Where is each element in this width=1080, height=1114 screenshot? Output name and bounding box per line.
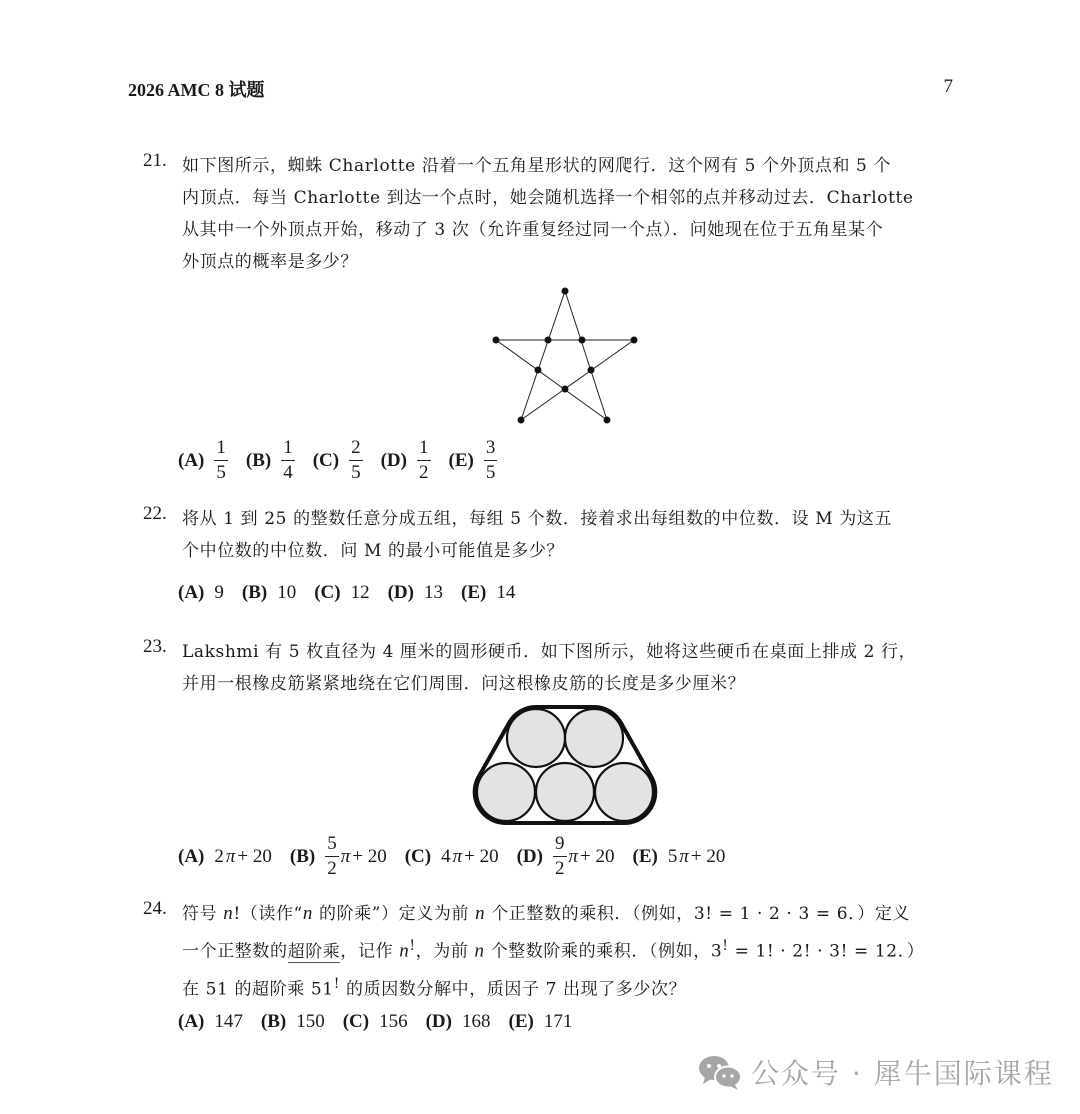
answer-choices-23: [178, 834, 743, 879]
text-line: 从其中一个外顶点开始，移动了 3 次（允许重复经过同一个点）．问她现在位于五角星某个: [182, 220, 884, 240]
problem-number: 21.: [143, 150, 167, 171]
watermark-text: 公众号 · 犀牛国际课程: [751, 1057, 1054, 1090]
text-line: Lakshmi 有 5 枚直径为 4 厘米的圆形硬币．如下图所示，她将这些硬币在桌面上排成 2 行，: [182, 642, 917, 662]
page-header: [128, 76, 953, 102]
choice-d[interactable]: (D) $\frac{1}{2}$: [380, 437, 429, 483]
choice-c[interactable]: (C) 12: [314, 582, 370, 603]
choice-b[interactable]: (B) 10: [241, 582, 297, 603]
text-line: 外顶点的概率是多少？: [182, 252, 358, 272]
exam-title: 2026 AMC 8 试题: [128, 80, 265, 100]
wechat-icon: [697, 1053, 743, 1091]
choice-b[interactable]: (B) 150: [260, 1011, 325, 1032]
choice-a[interactable]: (A) 147: [178, 1011, 243, 1032]
outer-vertex: [604, 417, 611, 424]
problem-text: [182, 150, 958, 278]
choice-e[interactable]: (E) 14: [461, 582, 516, 603]
problem-text: [182, 503, 958, 567]
choice-b[interactable]: (B) $\frac{5}{2}$ π + 20: [289, 833, 387, 879]
watermark: [697, 1052, 1054, 1092]
text-line: 将从 1 到 25 的整数任意分成五组，每组 5 个数．接着求出每组数的中位数．设 M 为这五: [182, 509, 893, 529]
inner-vertex: [545, 337, 552, 344]
problem-text: [182, 636, 958, 700]
choice-e[interactable]: (E) $\frac{3}{5}$: [448, 437, 496, 483]
answer-choices-21: [178, 438, 515, 483]
choice-b[interactable]: (B) $\frac{1}{4}$: [245, 437, 293, 483]
choice-d[interactable]: (D) $\frac{9}{2}$ π + 20: [516, 833, 615, 879]
choice-e[interactable]: (E) 171: [508, 1011, 573, 1032]
problem-number: 23.: [143, 636, 167, 657]
choice-c[interactable]: (C) $\frac{2}{5}$: [312, 437, 361, 483]
inner-vertex: [535, 367, 542, 374]
problem-number: 24.: [143, 898, 167, 919]
text-line: 如下图所示，蜘蛛 Charlotte 沿着一个五角星形状的网爬行．这个网有 5 个外顶点和 5 个: [182, 156, 892, 176]
text-line: 并用一根橡皮筋紧紧地绕在它们周围．问这根橡皮筋的长度是多少厘米？: [182, 674, 746, 694]
page-number: 7: [943, 76, 953, 97]
outer-vertex: [518, 417, 525, 424]
text-line: 个中位数的中位数．问 M 的最小可能值是多少？: [182, 541, 565, 561]
problem-number: 22.: [143, 503, 167, 524]
inner-vertex: [588, 367, 595, 374]
choice-a[interactable]: (A) 9: [178, 582, 224, 603]
outer-vertex: [493, 337, 500, 344]
answer-choices-22: [178, 582, 533, 604]
pentagram-web-diagram: [480, 280, 650, 430]
inner-vertex: [579, 337, 586, 344]
choice-e[interactable]: (E) 5 π + 20: [632, 845, 726, 867]
inner-vertex: [562, 386, 569, 393]
answer-choices-24: [178, 1011, 590, 1033]
choice-c[interactable]: (C) 4 π + 20: [404, 845, 499, 867]
text-line: 符号 n!（读作“n 的阶乘”）定义为前 n 个正整数的乘积．（例如，3! = 1 · 2 · 3 = 6．）定义: [182, 903, 911, 924]
outer-vertex: [631, 337, 638, 344]
choice-d[interactable]: (D) 13: [387, 582, 443, 603]
text-line: 在 51 的超阶乘 51! 的质因数分解中，质因子 7 出现了多少次？: [182, 975, 687, 1000]
choice-a[interactable]: (A) $\frac{1}{5}$: [178, 437, 226, 483]
choice-d[interactable]: (D) 168: [425, 1011, 491, 1032]
coins-rubber-band-diagram: [465, 700, 665, 830]
text-line: 内顶点．每当 Charlotte 到达一个点时，她会随机选择一个相邻的点并移动过去．Charlotte: [182, 188, 914, 208]
outer-vertex: [562, 288, 569, 295]
defined-term: 超阶乘: [287, 941, 341, 962]
choice-a[interactable]: (A) 2 π + 20: [178, 845, 272, 867]
choice-c[interactable]: (C) 156: [342, 1011, 408, 1032]
text-line: 一个正整数的超阶乘，记作 n!，为前 n 个整数阶乘的乘积．（例如，3! = 1! · 2! · 3! = 12．）: [182, 938, 925, 962]
problem-text: [182, 898, 958, 1005]
